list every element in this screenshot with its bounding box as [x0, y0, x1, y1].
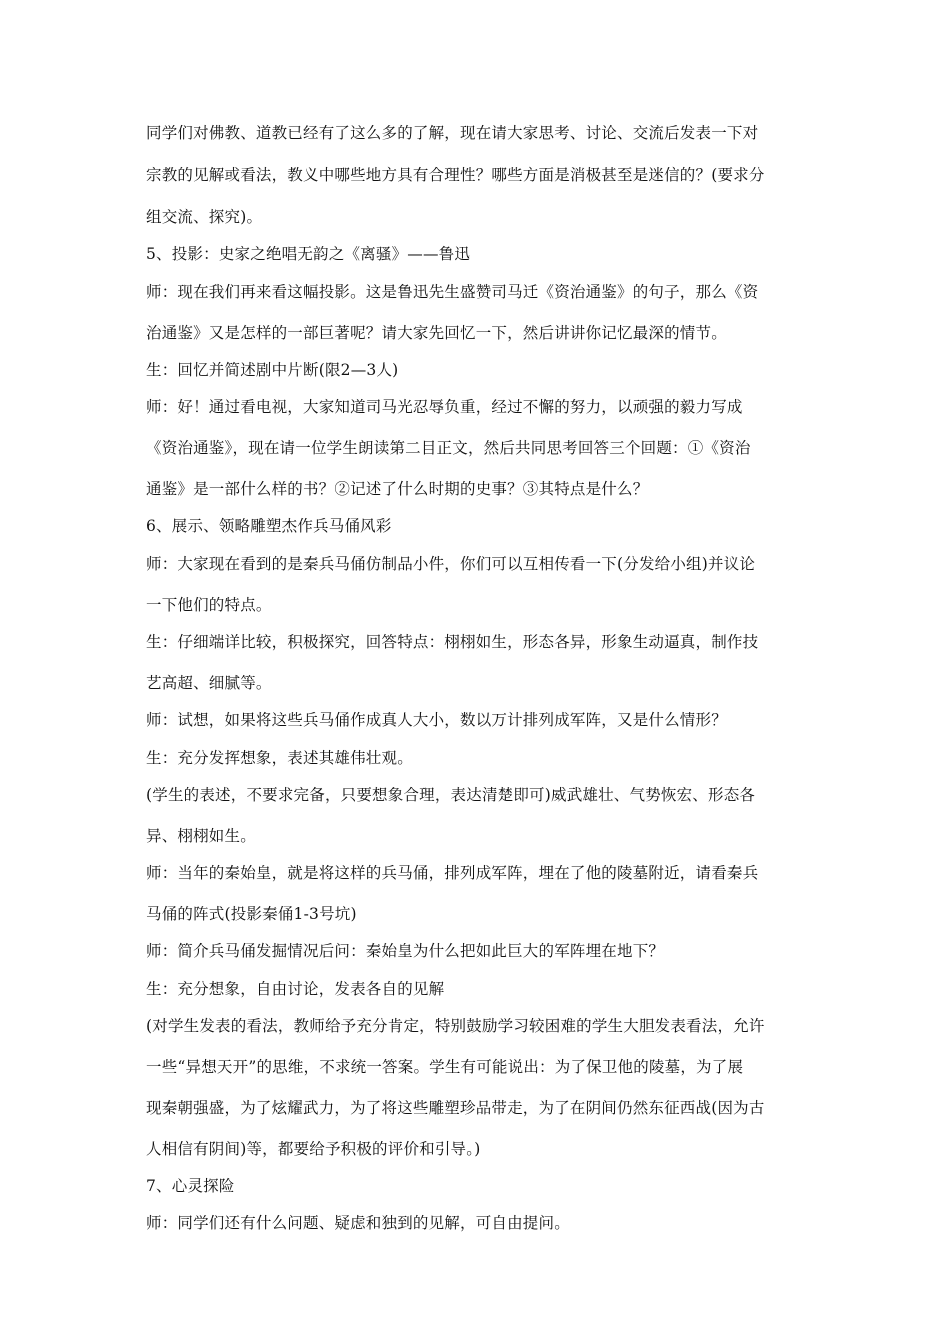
text-line: 师：大家现在看到的是秦兵马俑仿制品小件，你们可以互相传看一下(分发给小组)并议论: [146, 555, 756, 573]
text-line: 同学们对佛教、道教已经有了这么多的了解，现在请大家思考、讨论、交流后发表一下对: [146, 124, 759, 142]
text-line: 宗教的见解或看法，教义中哪些地方具有合理性？哪些方面是消极甚至是迷信的？(要求分: [146, 166, 765, 184]
text-line: 师：当年的秦始皇，就是将这样的兵马俑，排列成军阵，埋在了他的陵墓附近，请看秦兵: [146, 864, 759, 882]
text-line: 师：简介兵马俑发掘情况后问：秦始皇为什么把如此巨大的军阵埋在地下？: [146, 942, 665, 960]
text-line: 异、栩栩如生。: [146, 827, 256, 845]
text-line: 师：好！通过看电视，大家知道司马光忍辱负重，经过不懈的努力，以顽强的毅力写成: [146, 398, 743, 416]
text-line: 生：充分想象，自由讨论，发表各自的见解: [146, 980, 445, 998]
text-line: 生：回忆并简述剧中片断(限2—3人): [146, 361, 399, 379]
section-heading: 5、投影：史家之绝唱无韵之《离骚》——鲁迅: [146, 245, 471, 263]
text-line: 人相信有阴间)等，都要给予积极的评价和引导。): [146, 1140, 481, 1158]
text-line: (学生的表述，不要求完备，只要想象合理，表达清楚即可)威武雄壮、气势恢宏、形态各: [146, 786, 756, 804]
section-heading: 6、展示、领略雕塑杰作兵马俑风彩: [146, 517, 392, 535]
text-line: 一下他们的特点。: [146, 596, 272, 614]
text-line: 生：仔细端详比较，积极探究，回答特点：栩栩如生，形态各异，形象生动逼真，制作技: [146, 633, 759, 651]
text-line: 师：试想，如果将这些兵马俑作成真人大小，数以万计排列成军阵，又是什么情形？: [146, 711, 727, 729]
text-line: 一些“异想天开”的思维，不求统一答案。学生有可能说出：为了保卫他的陵墓，为了展: [146, 1058, 744, 1076]
text-line: 师：同学们还有什么问题、疑虑和独到的见解，可自由提问。: [146, 1214, 570, 1232]
text-line: 通鉴》是一部什么样的书？②记述了什么时期的史事？③其特点是什么？: [146, 480, 649, 498]
text-line: 治通鉴》又是怎样的一部巨著呢？请大家先回忆一下，然后讲讲你记忆最深的情节。: [146, 324, 727, 342]
text-line: 组交流、探究)。: [146, 208, 263, 226]
section-heading: 7、心灵探险: [146, 1177, 235, 1195]
text-line: 师：现在我们再来看这幅投影。这是鲁迅先生盛赞司马迁《资治通鉴》的句子，那么《资: [146, 283, 759, 301]
text-line: 《资治通鉴》，现在请一位学生朗读第二目正文，然后共同思考回答三个回题：①《资治: [146, 439, 751, 457]
text-line: 马俑的阵式(投影秦俑1-3号坑): [146, 905, 357, 923]
text-line: 生：充分发挥想象，表述其雄伟壮观。: [146, 749, 413, 767]
text-line: 艺高超、细腻等。: [146, 674, 272, 692]
text-line: 现秦朝强盛，为了炫耀武力，为了将这些雕塑珍品带走，为了在阴间仍然东征西战(因为古: [146, 1099, 765, 1117]
text-line: (对学生发表的看法，教师给予充分肯定，特别鼓励学习较困难的学生大胆发表看法，允许: [146, 1017, 765, 1035]
